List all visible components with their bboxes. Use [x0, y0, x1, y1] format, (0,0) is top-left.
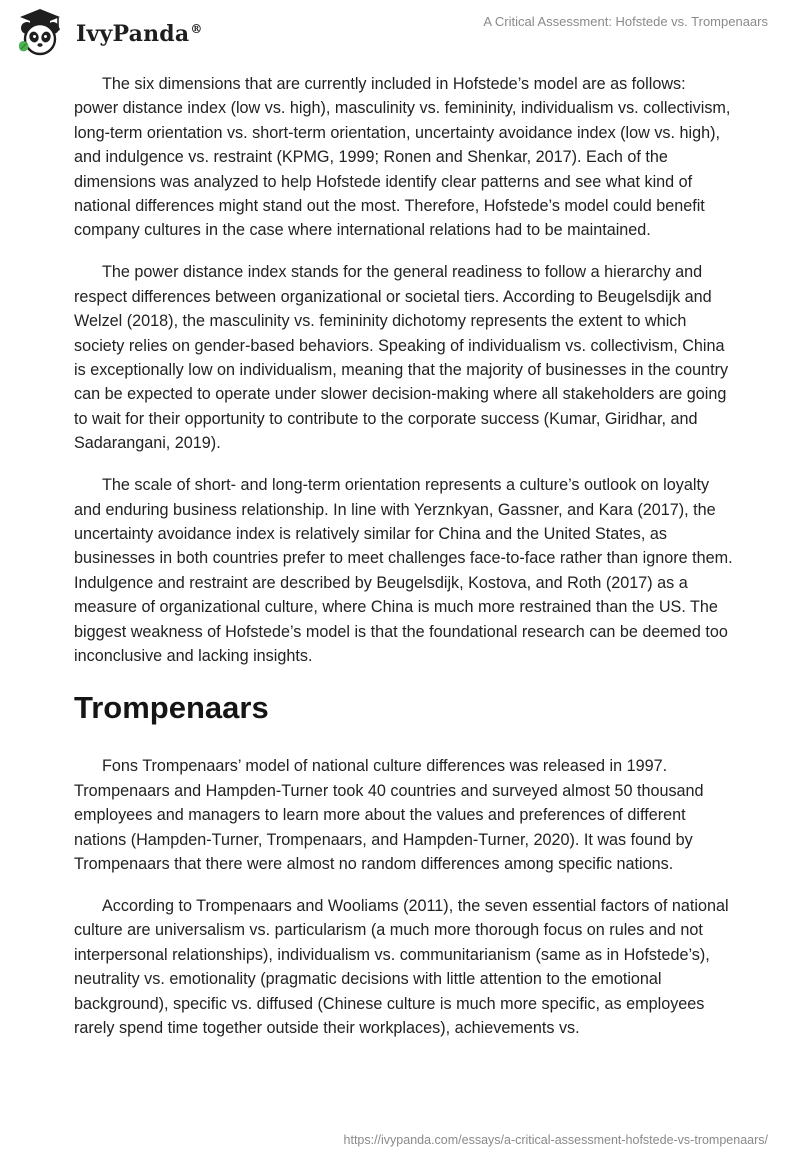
- paragraph: The power distance index stands for the general readiness to follow a hierarchy and respect differences between organizational or societal tiers. According to Beugelsdijk and Welzel (2018), the masculinity vs. femininity dichotomy represents the extent to which society relies on gender-based behaviors. Speaking of individualism vs. collectivism, China is exceptionally low on individualism, meaning that the majority of businesses in the country can be expected to operate under slower decision-making where all stakeholders are going to wait for their opportunity to contribute to the corporate success (Kumar, Giridhar, and Sadarangani, 2019).: [74, 263, 729, 453]
- brand-name: IvyPanda®: [76, 21, 203, 47]
- paragraph: The scale of short- and long-term orientation represents a culture’s outlook on loyalty and enduring business relationship. In line with Yerznkyan, Gassner, and Kara (2017), the uncertainty avoidance index is relatively similar for China and the United States, as businesses in both countries prefer to meet challenges face-to-face rather than ignore them. Indulgence and restraint are described by Beugelsdijk, Kostova, and Roth (2017) as a measure of organizational culture, where China is much more restrained than the US. The biggest weakness of Hofstede’s model is that the foundational research can be deemed too inconclusive and lacking insights.: [74, 476, 733, 665]
- paragraph: According to Trompenaars and Wooliams (2011), the seven essential factors of national culture are universalism vs. particularism (a much more thorough focus on rules and not interpersonal relationships), individualism vs. communitarianism (same as in Hofstede’s), neutrality vs. emotionality (pragmatic decisions with little attention to the emotional background), specific vs. diffused (Chinese culture is much more specific, as employees rarely spend time together outside their workplaces), achievements vs.: [74, 896, 729, 1037]
- panda-graduate-icon: [14, 6, 70, 58]
- document-title: A Critical Assessment: Hofstede vs. Trompenaars: [483, 14, 768, 29]
- essay-content: [74, 72, 734, 1058]
- paragraph: The six dimensions that are currently included in Hofstede’s model are as follows: power distance index (low vs. high), masculinity vs. femininity, individualism vs. collectivism, long-term orientation vs. short-term orientation, uncertainty avoidance index (low vs. high), and indulgence vs. restraint (KPMG, 1999; Ronen and Shenkar, 2017). Each of the dimensions was analyzed to help Hofstede identify clear patterns and see what kind of national differences might stand out the most. Therefore, Hofstede’s model could benefit company cultures in the case where international relations had to be maintained.: [74, 75, 731, 240]
- ivypanda-logo[interactable]: [14, 6, 203, 58]
- section-heading-trompenaars: Trompenaars: [74, 690, 269, 726]
- page-header: [0, 0, 800, 64]
- source-url[interactable]: https://ivypanda.com/essays/a-critical-assessment-hofstede-vs-trompenaars/: [343, 1133, 768, 1147]
- paragraph: Fons Trompenaars’ model of national culture differences was released in 1997. Trompenaars and Hampden-Turner took 40 countries and surveyed almost 50 thousand employees and managers to learn more about the values and preferences of different nations (Hampden-Turner, Trompenaars, and Hampden-Turner, 2020). It was found by Trompenaars that there were almost no random differences among specific nations.: [74, 757, 704, 873]
